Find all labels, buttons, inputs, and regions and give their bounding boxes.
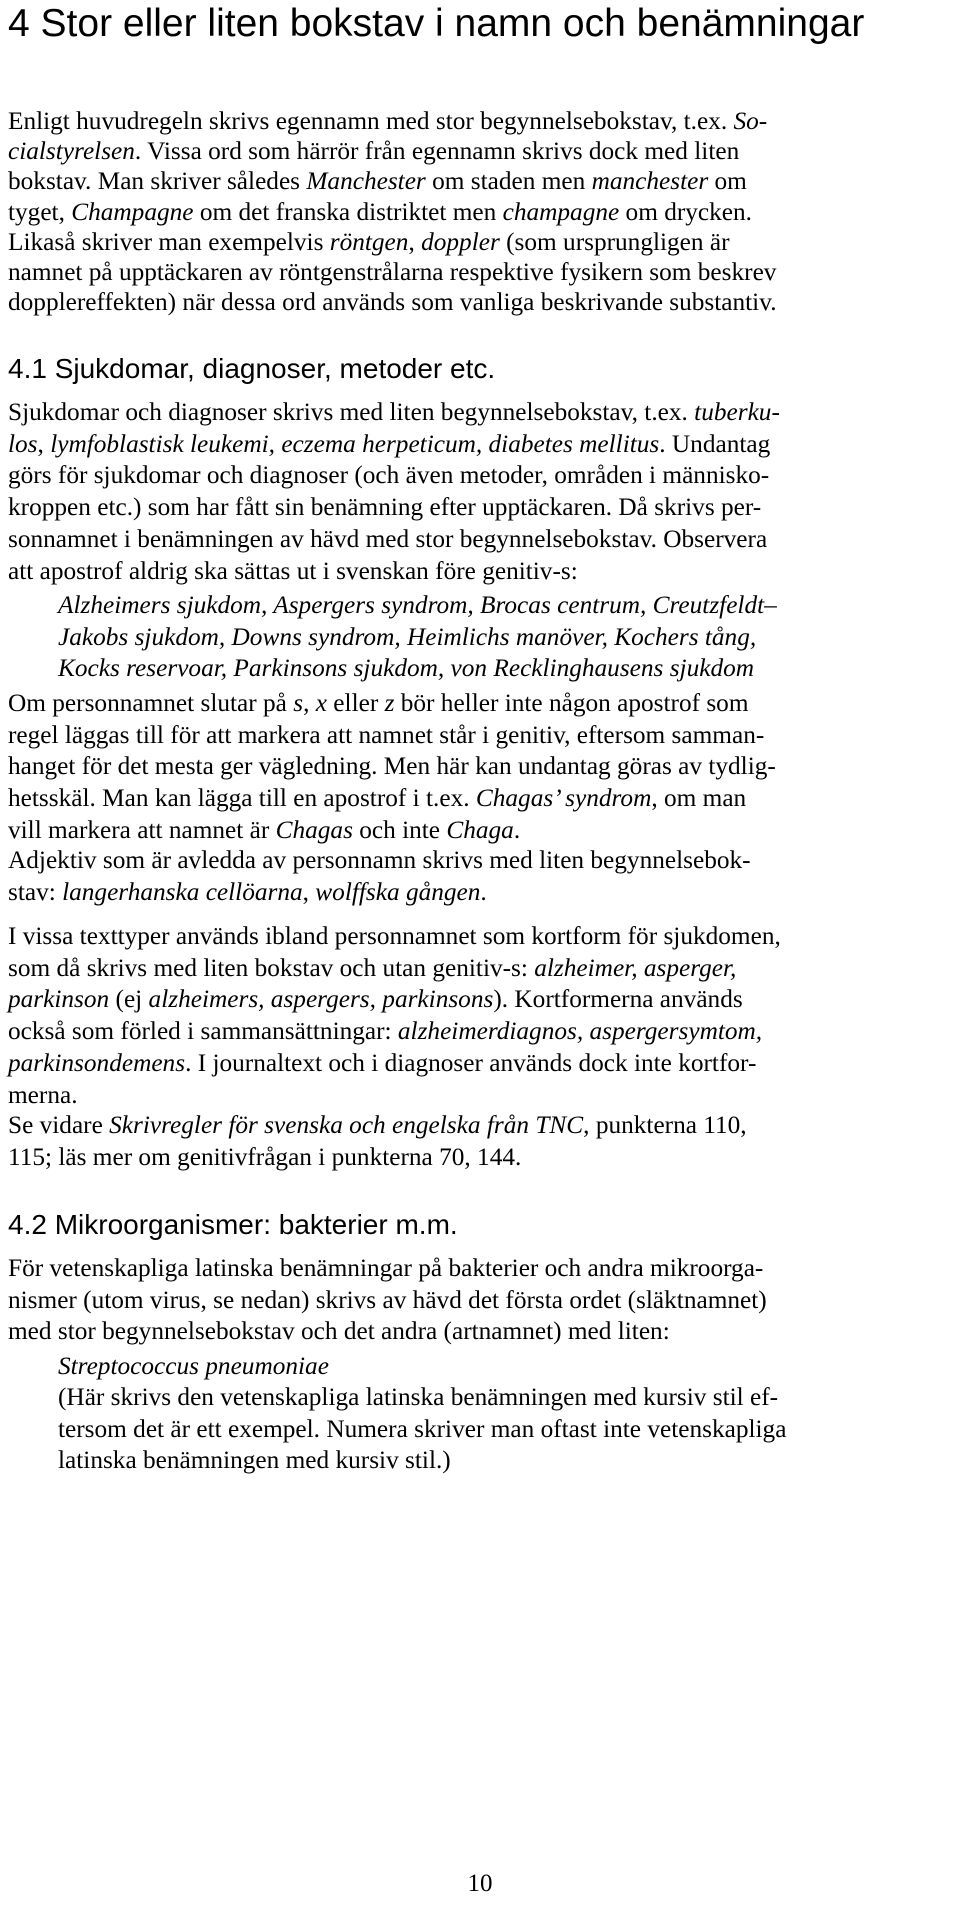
text-run: namnet på upptäckaren av röntgenstrålarna respektive fysikern som beskrev <box>8 258 777 287</box>
italic-text: alzheimers, aspergers, parkinsons <box>148 985 494 1014</box>
text-run: hetsskäl. Man kan lägga till en apostrof i t.ex. <box>8 784 476 813</box>
text-run: eller <box>326 689 385 717</box>
text-run: Om personnamnet slutar på <box>8 689 294 717</box>
text-line <box>8 845 953 877</box>
text-run: I vissa texttyper används ibland personnamnet som kortform för sjukdomen, <box>8 922 781 950</box>
italic-text: Kocks reservoar, Parkinsons sjukdom, von Recklinghausens sjukdom <box>58 654 755 683</box>
paragraph-apostrophe <box>8 688 953 847</box>
italic-text: lymfoblastisk leukemi, eczema herpeticum, diabetes mellitus <box>50 429 660 458</box>
text-line <box>8 1142 953 1174</box>
italic-text: los <box>8 429 38 458</box>
intro-paragraph <box>8 106 953 317</box>
text-run: om drycken. <box>619 197 753 226</box>
text-line <box>8 1316 953 1348</box>
text-line <box>8 877 953 909</box>
text-line <box>8 720 953 752</box>
text-run: om <box>708 167 747 196</box>
text-run: stav: <box>8 877 63 906</box>
text-line <box>8 815 953 847</box>
text-line <box>8 984 953 1016</box>
text-run: också som förled i sammansättningar: <box>8 1017 398 1046</box>
paragraph-microorganisms <box>8 1253 953 1348</box>
italic-text: So- <box>733 107 768 135</box>
text-run: merna. <box>8 1080 78 1109</box>
text-line <box>8 1253 953 1285</box>
text-line <box>8 921 953 953</box>
italic-text: wolffska gången <box>315 877 481 906</box>
text-run: 115; läs mer om genitivfrågan i punkterna 70, 144. <box>8 1142 522 1171</box>
text-run: Sjukdomar och diagnoser skrivs med liten begynnelsebokstav, t.ex. <box>8 398 695 426</box>
italic-text: Jakobs sjukdom, Downs syndrom, Heimlichs manöver, Kochers tång, <box>58 622 757 651</box>
text-line <box>58 1382 948 1414</box>
text-line <box>58 653 938 685</box>
text-line <box>8 751 953 783</box>
text-run: . <box>513 815 521 844</box>
text-run: sonnamnet i benämningen av hävd med stor begynnelsebokstav. Observera <box>8 524 768 553</box>
italic-text: Chaga <box>446 815 514 844</box>
text-line <box>8 1285 953 1317</box>
text-run: , <box>302 877 316 906</box>
italic-text: Manchester <box>306 167 426 196</box>
text-run: och inte <box>352 815 447 844</box>
italic-text: x <box>315 689 327 717</box>
italic-text: z <box>384 689 395 717</box>
text-line <box>8 136 953 166</box>
eponym-examples <box>58 590 938 685</box>
text-run: , <box>408 227 422 256</box>
text-line <box>58 1351 948 1383</box>
text-line <box>8 1110 953 1142</box>
italic-text: manchester <box>591 167 709 196</box>
italic-text: cialstyrelsen <box>8 137 135 166</box>
text-line <box>8 257 953 287</box>
chapter-heading: 4 Stor eller liten bokstav i namn och benämningar <box>8 2 865 45</box>
text-run: (Här skrivs den vetenskapliga latinska benämningen med kursiv stil ef- <box>58 1383 779 1411</box>
text-run: regel läggas till för att markera att namnet står i genitiv, eftersom samman- <box>8 720 765 749</box>
text-run: tersom det är ett exempel. Numera skriver man oftast inte vetenskapliga <box>58 1414 787 1443</box>
italic-text: Streptococcus pneumoniae <box>58 1352 329 1380</box>
paragraph-references <box>8 1110 953 1173</box>
italic-text: parkinsondemens <box>8 1048 186 1077</box>
text-run: nismer (utom virus, se nedan) skrivs av hävd det första ordet (släktnamnet) <box>8 1285 767 1314</box>
text-run: med stor begynnelsebokstav och det andra (artnamnet) med liten: <box>8 1317 670 1346</box>
text-run: För vetenskapliga latinska benämningar på bakterier och andra mikroorga- <box>8 1254 764 1282</box>
italic-text: s <box>293 689 304 717</box>
italic-note <box>58 1382 948 1477</box>
text-run: (som ursprungligen är <box>499 227 730 256</box>
text-run: , <box>37 429 51 458</box>
text-run: bör heller inte någon apostrof som <box>394 689 749 717</box>
italic-text: doppler <box>421 227 500 256</box>
page-number: 10 <box>467 1870 493 1897</box>
section-heading-4-1: 4.1 Sjukdomar, diagnoser, metoder etc. <box>8 353 496 384</box>
text-run: tyget, <box>8 197 72 226</box>
italic-text: tuberku- <box>694 398 780 426</box>
text-line <box>8 287 953 317</box>
text-line <box>8 397 953 429</box>
text-run: . <box>480 877 487 906</box>
text-line <box>8 106 953 136</box>
text-run: att apostrof aldrig ska sättas ut i svenskan före genitiv-s: <box>8 556 578 585</box>
italic-text: Chagas’ syndrom <box>475 784 652 813</box>
text-run: , <box>303 689 316 717</box>
text-run: kroppen etc.) som har fått sin benämning efter upptäckaren. Då skrivs per- <box>8 493 762 522</box>
text-run: , om man <box>651 784 747 813</box>
text-line <box>8 460 953 492</box>
text-line <box>8 688 953 720</box>
italic-text: langerhanska cellöarna <box>62 877 303 906</box>
italic-text: röntgen <box>329 227 409 256</box>
text-line <box>8 953 953 985</box>
text-run: . Undantag <box>659 429 771 458</box>
italic-text: alzheimerdiagnos, aspergersymtom, <box>397 1017 763 1046</box>
text-run: . Vissa ord som härrör från egennamn skrivs dock med liten <box>134 137 740 166</box>
text-run: Likaså skriver man exempelvis <box>8 227 330 256</box>
paragraph-diseases <box>8 397 953 587</box>
text-line <box>8 1048 953 1080</box>
italic-text: parkinson <box>8 985 110 1014</box>
text-run: (ej <box>109 985 149 1014</box>
italic-text: Alzheimers sjukdom, Aspergers syndrom, Brocas centrum, Creutzfeldt– <box>58 591 777 619</box>
text-line <box>58 1414 948 1446</box>
text-run: Enligt huvudregeln skrivs egennamn med stor begynnelsebokstav, t.ex. <box>8 107 734 135</box>
text-line <box>58 622 938 654</box>
text-line <box>8 556 953 588</box>
text-run: vill markera att namnet är <box>8 815 276 844</box>
text-run: . I journaltext och i diagnoser används dock inte kortfor- <box>185 1048 757 1077</box>
text-line <box>58 590 938 622</box>
text-run: bokstav. Man skriver således <box>8 167 307 196</box>
text-run: hanget för det mesta ger vägledning. Men här kan undantag göras av tydlig- <box>8 752 776 781</box>
text-line <box>8 429 953 461</box>
text-run: som då skrivs med liten bokstav och utan genitiv-s: <box>8 953 535 982</box>
text-line <box>8 1080 953 1112</box>
text-run: dopplereffekten) när dessa ord används som vanliga beskrivande substantiv. <box>8 288 777 317</box>
text-run: om staden men <box>425 167 592 196</box>
text-line <box>8 166 953 196</box>
italic-text: Champagne <box>71 197 194 226</box>
italic-text: champagne <box>502 197 620 226</box>
text-run: Se vidare <box>8 1111 110 1139</box>
text-line <box>8 197 953 227</box>
text-line <box>58 1445 948 1477</box>
text-run: latinska benämningen med kursiv stil.) <box>58 1446 451 1475</box>
text-run: ). Kortformerna används <box>493 985 743 1014</box>
section-heading-4-2: 4.2 Mikroorganismer: bakterier m.m. <box>8 1209 458 1240</box>
text-run: Adjektiv som är avledda av personnamn skrivs med liten begynnelsebok- <box>8 846 751 874</box>
text-line <box>8 227 953 257</box>
paragraph-adjectives <box>8 845 953 908</box>
italic-text: Skrivregler för svenska och engelska från TNC <box>109 1111 584 1139</box>
species-example <box>58 1351 948 1383</box>
text-run: , punkterna 110, <box>583 1111 747 1139</box>
text-line <box>8 783 953 815</box>
text-run: görs för sjukdomar och diagnoser (och även metoder, områden i människo- <box>8 461 770 490</box>
text-line <box>8 524 953 556</box>
paragraph-short-forms <box>8 921 953 1111</box>
text-run: om det franska distriktet men <box>193 197 503 226</box>
text-line <box>8 1016 953 1048</box>
italic-text: alzheimer, asperger, <box>534 953 737 982</box>
text-line <box>8 492 953 524</box>
italic-text: Chagas <box>275 815 353 844</box>
